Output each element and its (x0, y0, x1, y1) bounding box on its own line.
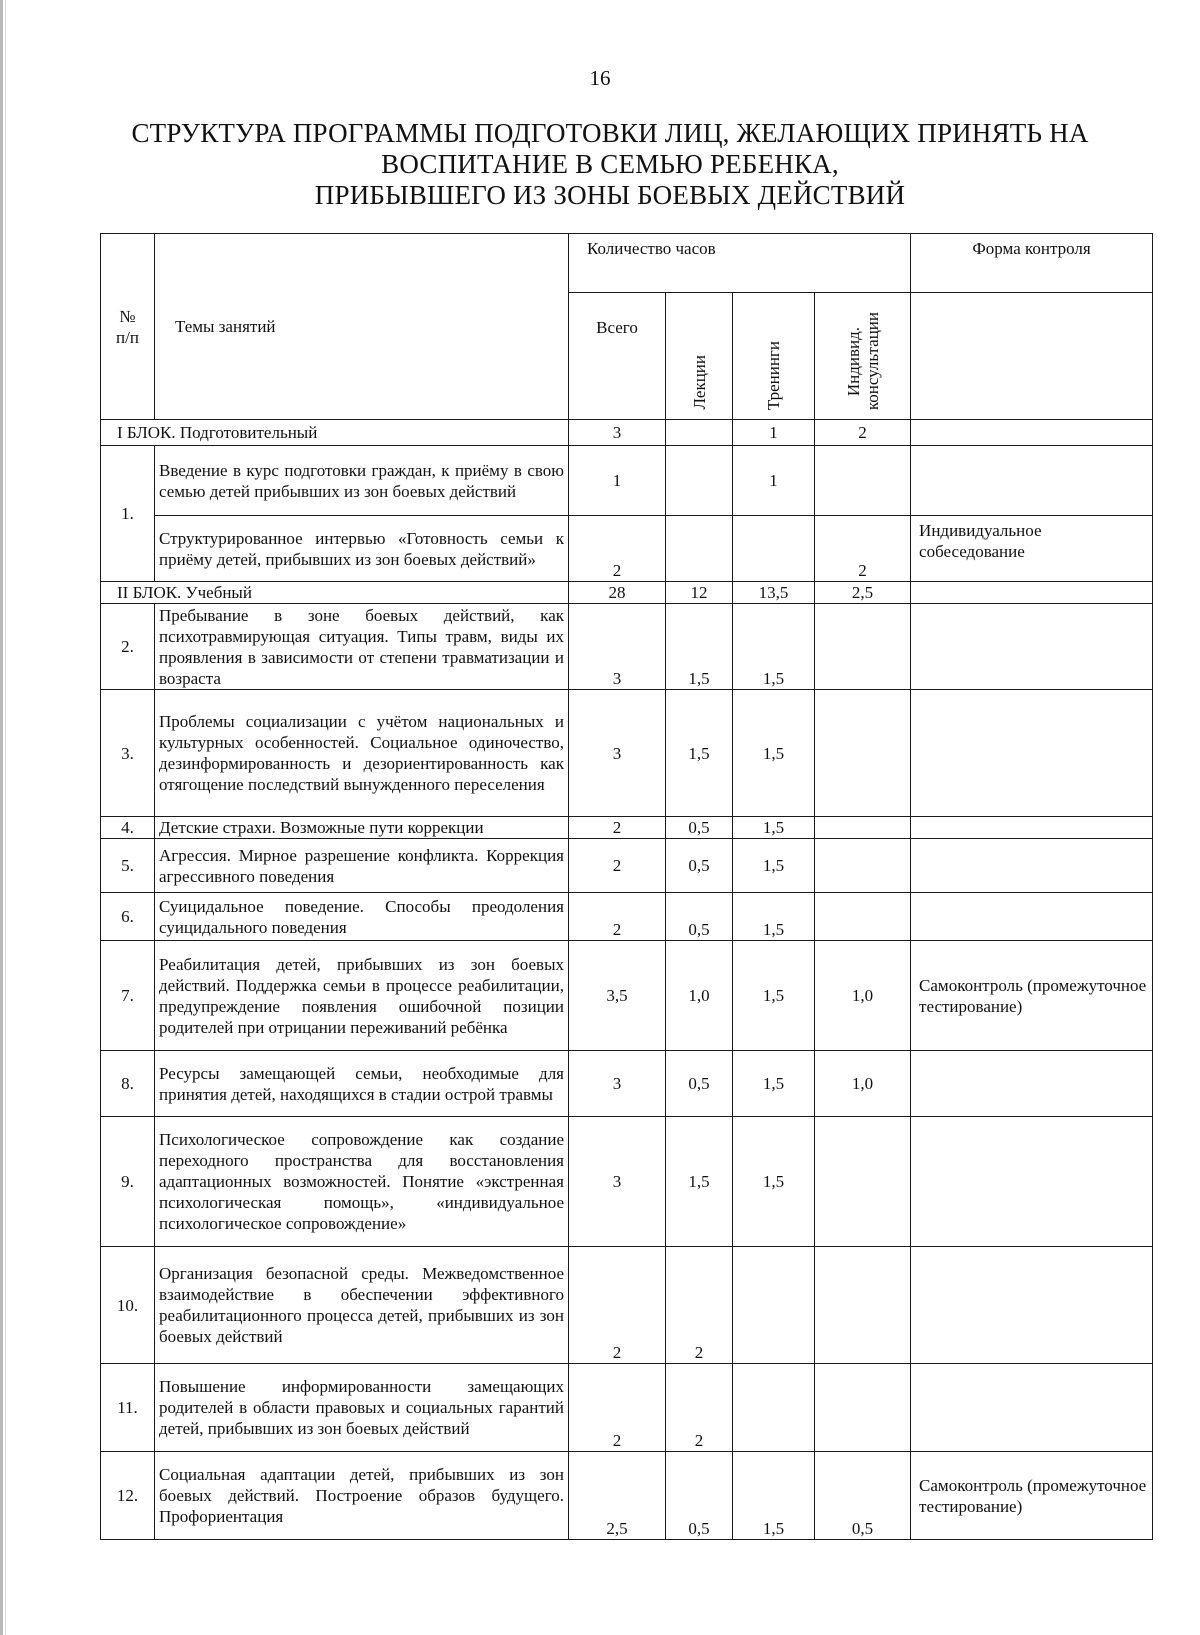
header-number (101, 234, 155, 420)
cell-lectures: 0,5 (666, 839, 733, 893)
table-row (101, 604, 1153, 690)
header-total: Всего (569, 293, 666, 420)
title-line-2: ВОСПИТАНИЕ В СЕМЬЮ РЕБЕНКА, (381, 149, 839, 179)
cell-lectures: 12 (666, 582, 733, 604)
table-row (101, 1117, 1153, 1247)
cell-consult: 2 (815, 420, 911, 446)
cell-total: 2 (569, 817, 666, 839)
cell-consult: 1,0 (815, 941, 911, 1051)
cell-trainings: 1,5 (733, 604, 815, 690)
table-row (101, 1452, 1153, 1540)
cell-total: 2 (569, 893, 666, 941)
cell-form (911, 604, 1153, 690)
cell-consult (815, 1247, 911, 1364)
cell-number: 6. (101, 893, 155, 941)
cell-lectures: 1,5 (666, 1117, 733, 1247)
cell-number: 10. (101, 1247, 155, 1364)
cell-trainings: 13,5 (733, 582, 815, 604)
cell-form (911, 446, 1153, 516)
table-row (101, 1364, 1153, 1452)
table-row (101, 690, 1153, 817)
cell-total: 2,5 (569, 1452, 666, 1540)
cell-form (911, 1117, 1153, 1247)
cell-topic: Суицидальное поведение. Способы преодоления суицидального поведения (155, 893, 569, 941)
table-row (101, 893, 1153, 941)
cell-form (911, 1051, 1153, 1117)
cell-trainings: 1,5 (733, 817, 815, 839)
cell-topic: Повышение информированности замещающих родителей в области правовых и социальных гарантий детей, прибывших из зон боевых действий (155, 1364, 569, 1452)
cell-trainings: 1 (733, 420, 815, 446)
cell-number: 11. (101, 1364, 155, 1452)
header-consultations-text (844, 312, 882, 410)
cell-topic: Введение в курс подготовки граждан, к приёму в свою семью детей прибывших из зон боевых действий (155, 446, 569, 516)
cell-topic: Социальная адаптации детей, прибывших из зон боевых действий. Построение образов будущего. Профориентация (155, 1452, 569, 1540)
table-row (101, 941, 1153, 1051)
cell-lectures: 2 (666, 1247, 733, 1364)
cell-consult (815, 839, 911, 893)
cell-topic: Реабилитация детей, прибывших из зон боевых действий. Поддержка семьи в процессе реабилитации, предупреждение появления ошибочной позиции родителей при отрицании переживаний ребёнка (155, 941, 569, 1051)
block-label: II БЛОК. Учебный (101, 582, 569, 604)
cell-topic: Проблемы социализации с учётом национальных и культурных особенностей. Социальное одиночество, дезинформированность и дезориентированность как отягощение последствий вынужденного переселения (155, 690, 569, 817)
cell-consult: 2,5 (815, 582, 911, 604)
cell-trainings (733, 516, 815, 582)
cell-form (911, 1247, 1153, 1364)
header-trainings-text: Тренинги (764, 340, 783, 410)
cell-total: 2 (569, 516, 666, 582)
table-row (101, 1247, 1153, 1364)
header-control-form: Форма контроля (911, 234, 1153, 293)
cell-trainings: 1,5 (733, 893, 815, 941)
block-2-row (101, 582, 1153, 604)
cell-topic: Детские страхи. Возможные пути коррекции (155, 817, 569, 839)
cell-total: 2 (569, 1364, 666, 1452)
table-row (101, 446, 1153, 516)
cell-total: 2 (569, 1247, 666, 1364)
title-line-3: ПРИБЫВШЕГО ИЗ ЗОНЫ БОЕВЫХ ДЕЙСТВИЙ (314, 180, 906, 210)
cell-trainings: 1 (733, 446, 815, 516)
cell-form (911, 1364, 1153, 1452)
cell-lectures: 1,5 (666, 604, 733, 690)
cell-number: 9. (101, 1117, 155, 1247)
header-hours: Количество часов (569, 234, 911, 293)
page-number: 16 (589, 66, 611, 90)
cell-trainings (733, 1364, 815, 1452)
header-consultations (815, 293, 911, 420)
cell-total: 3 (569, 690, 666, 817)
cell-topic: Ресурсы замещающей семьи, необходимые для принятия детей, находящихся в стадии острой травмы (155, 1051, 569, 1117)
program-structure-table (100, 233, 1153, 1540)
cell-number: 8. (101, 1051, 155, 1117)
cell-lectures (666, 446, 733, 516)
header-consult-line-1: Индивид. (843, 326, 863, 396)
header-consult-line-2: консультации (862, 311, 882, 410)
cell-consult (815, 446, 911, 516)
table-row (101, 839, 1153, 893)
header-topics: Темы занятий (155, 234, 569, 420)
cell-form (911, 817, 1153, 839)
cell-consult: 1,0 (815, 1051, 911, 1117)
cell-total: 28 (569, 582, 666, 604)
cell-total: 1 (569, 446, 666, 516)
cell-trainings: 1,5 (733, 1117, 815, 1247)
cell-lectures: 0,5 (666, 1452, 733, 1540)
cell-trainings: 1,5 (733, 1051, 815, 1117)
block-2-rows (101, 604, 1153, 1540)
cell-form (911, 582, 1153, 604)
cell-total: 3 (569, 1117, 666, 1247)
scan-edge (0, 0, 3, 1635)
cell-total: 3,5 (569, 941, 666, 1051)
cell-number: 3. (101, 690, 155, 817)
cell-topic: Пребывание в зоне боевых действий, как психотравмирующая ситуация. Типы травм, виды их проявления в зависимости от степени травматизации и возраста (155, 604, 569, 690)
cell-topic: Структурированное интервью «Готовность семьи к приёму детей, прибывших из зон боевых действий» (155, 516, 569, 582)
cell-lectures (666, 420, 733, 446)
document-title (80, 118, 1140, 211)
header-form-empty (911, 293, 1153, 420)
cell-form (911, 839, 1153, 893)
cell-total: 2 (569, 839, 666, 893)
header-lectures (666, 293, 733, 420)
header-lectures-text: Лекции (689, 355, 709, 410)
cell-trainings: 1,5 (733, 690, 815, 817)
cell-trainings: 1,5 (733, 941, 815, 1051)
cell-number: 1. (101, 446, 155, 582)
cell-trainings: 1,5 (733, 839, 815, 893)
cell-lectures: 1,0 (666, 941, 733, 1051)
cell-lectures: 1,5 (666, 690, 733, 817)
header-trainings (733, 293, 815, 420)
cell-form (911, 690, 1153, 817)
cell-number: 7. (101, 941, 155, 1051)
cell-number: 12. (101, 1452, 155, 1540)
cell-consult (815, 817, 911, 839)
cell-consult (815, 893, 911, 941)
cell-total: 3 (569, 1051, 666, 1117)
cell-number: 4. (101, 817, 155, 839)
scan-edge-inner (5, 0, 6, 1635)
cell-topic: Психологическое сопровождение как создание переходного пространства для восстановления адаптационных возможностей. Понятие «экстренная психологическая помощь», «индивидуальное психологическое сопровождение» (155, 1117, 569, 1247)
cell-trainings: 1,5 (733, 1452, 815, 1540)
cell-form: Самоконтроль (промежуточное тестирование) (911, 941, 1153, 1051)
cell-lectures: 0,5 (666, 817, 733, 839)
title-line-1: СТРУКТУРА ПРОГРАММЫ ПОДГОТОВКИ ЛИЦ, ЖЕЛАЮЩИХ ПРИНЯТЬ НА (131, 118, 1089, 148)
cell-consult (815, 690, 911, 817)
table-row (101, 1051, 1153, 1117)
cell-topic: Организация безопасной среды. Межведомственное взаимодействие в обеспечении эффективного реабилитационного процесса детей, прибывших из зон боевых действий (155, 1247, 569, 1364)
table-row (101, 516, 1153, 582)
block-1-row (101, 420, 1153, 446)
cell-consult (815, 1117, 911, 1247)
cell-total: 3 (569, 604, 666, 690)
cell-form (911, 893, 1153, 941)
cell-consult (815, 1364, 911, 1452)
header-number-symbol: № (119, 306, 136, 326)
cell-form (911, 420, 1153, 446)
table-row (101, 817, 1153, 839)
cell-consult: 2 (815, 516, 911, 582)
cell-number: 2. (101, 604, 155, 690)
cell-lectures: 0,5 (666, 1051, 733, 1117)
cell-consult: 0,5 (815, 1452, 911, 1540)
cell-lectures: 0,5 (666, 893, 733, 941)
cell-lectures (666, 516, 733, 582)
cell-form: Индивидуальное собеседование (911, 516, 1153, 582)
cell-lectures: 2 (666, 1364, 733, 1452)
cell-consult (815, 604, 911, 690)
header-row-1 (101, 234, 1153, 293)
cell-number: 5. (101, 839, 155, 893)
cell-topic: Агрессия. Мирное разрешение конфликта. Коррекция агрессивного поведения (155, 839, 569, 893)
block-label: I БЛОК. Подготовительный (101, 420, 569, 446)
header-number-abbrev: п/п (116, 327, 139, 347)
cell-form: Самоконтроль (промежуточное тестирование) (911, 1452, 1153, 1540)
cell-total: 3 (569, 420, 666, 446)
cell-trainings (733, 1247, 815, 1364)
